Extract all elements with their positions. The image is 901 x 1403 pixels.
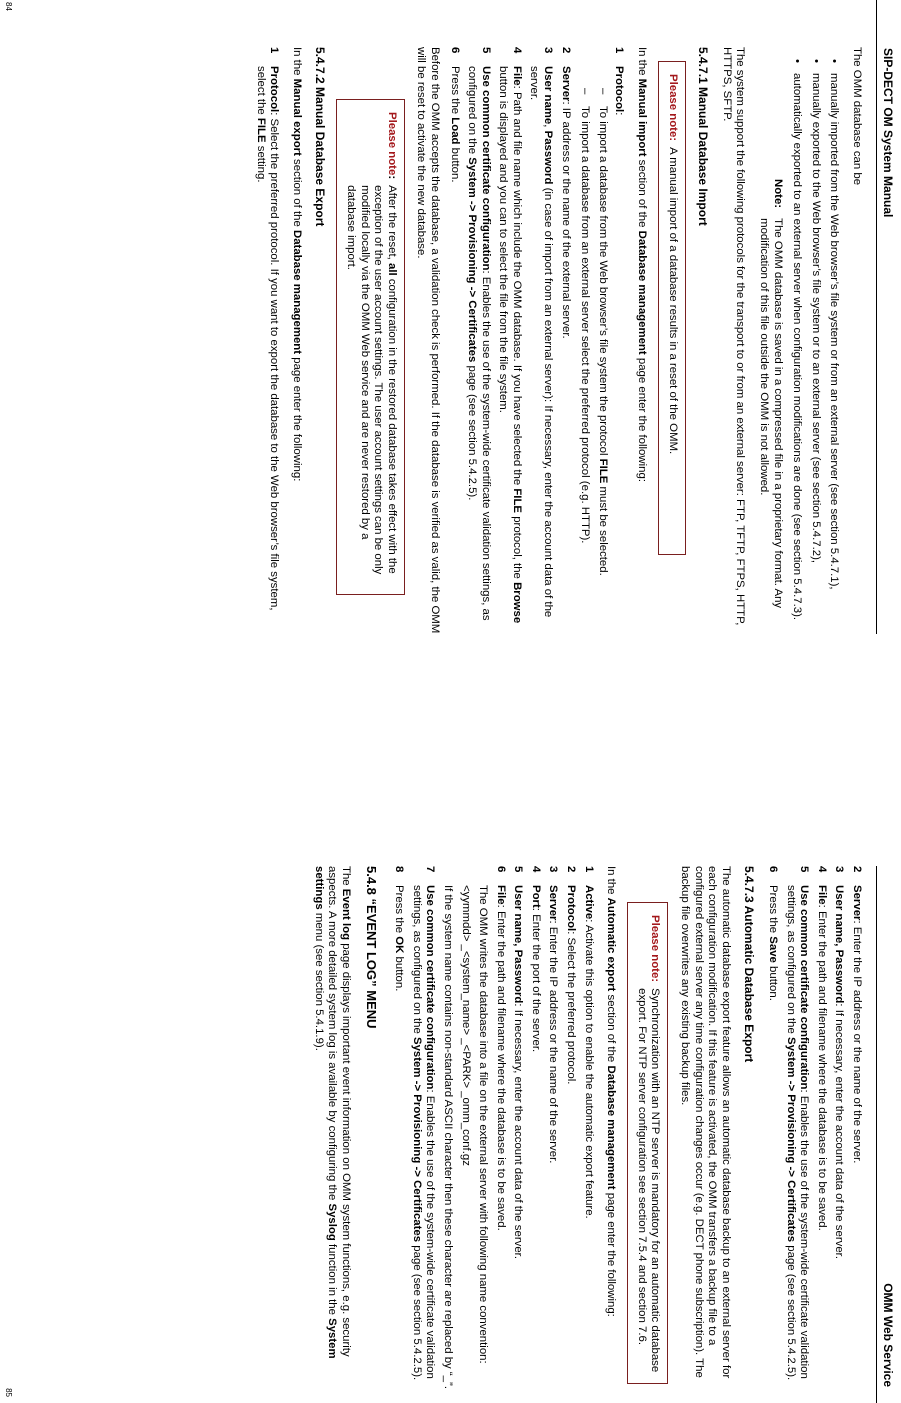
step-item: 5 Use common certificate configuration: Enables the use of the system-wide certificate validation settings, as configured on the System -> Provisioning -> Certificates page (see section 5.4.2.5).: [466, 47, 492, 621]
export-intro: In the Manual export section of the Database management page enter the following:: [290, 47, 303, 482]
section-heading-export: 5.4.7.2 Manual Database Export: [313, 47, 328, 227]
note-label: Note:: [771, 179, 784, 209]
import-intro: In the Manual import section of the Database management page enter the following:: [636, 47, 649, 482]
naming-convention-intro: The OMM writes the database into a file on the external server with following name convention:: [477, 885, 490, 1364]
step-item: 1 Protocol: Select the preferred protocol. If you want to export the database to the Web browser’s file system, select the FILE setting.: [254, 47, 281, 611]
step-item: 1 Active: Activate this option to enable the automatic export feature.: [582, 866, 595, 1219]
please-note-text: Synchronization with an NTP server is mandatory for an automatic database export. For NTP server configuration see section 7.5.4 and section 7.6.: [635, 988, 662, 1373]
step-item: 2 Protocol: Select the preferred protocol.: [565, 866, 578, 1085]
note-block: [756, 47, 783, 635]
section-heading-import: 5.4.7.1 Manual Database Import: [696, 47, 711, 226]
please-note-box: [336, 99, 404, 595]
step-item: 5 User name, Password: If necessary, enter the account data of the server.: [512, 866, 525, 1259]
step-item: 4 File: Path and file name which include the OMM database. If you have selected the FILE protocol, the Browse button is displayed and you can to select the file from the file system.: [497, 47, 523, 624]
header-rule: [876, 866, 877, 1403]
please-note-label: Please note:: [385, 112, 398, 180]
step-item: 6 Press the Save button.: [767, 866, 780, 1001]
left-column: [247, 47, 863, 635]
please-note-box: [627, 902, 668, 1384]
step-item: 6 File: Enter the path and filename where the database is to be saved. The OMM writes the database into a file on the external server with following name convention: <yymmdd> _<system_name> _<PARK> _omm_conf.gz If the system name contains non-standard ASCII character then these character are replaced by “_”.: [440, 866, 506, 1396]
page-header: OMM Web Service: [881, 1283, 895, 1387]
protocols-text: The system support the following protocols for the transport to or from an external server: FTP, TFTP, FTPS, HTTP, HTTPS, SFTP.: [720, 47, 747, 626]
step-item: 3 User name, Password: If necessary, enter the account data of the server.: [833, 866, 846, 1259]
note-text: The OMM database is saved in a compressed file in a proprietary format. Any modification of this file outside the OMM is not allowed.: [758, 218, 784, 609]
bullet-item: • manually imported from the Web browser’s file system or from an external server (see section 5.4.7.1),: [827, 61, 841, 635]
please-note-text: A manual import of a database results in a reset of the OMM.: [666, 147, 679, 455]
naming-convention: <yymmdd> _<system_name> _<PARK> _omm_conf.gz: [459, 885, 472, 1166]
step-item: 7 Use common certificate configuration: Enables the use of the system-wide certificate validation settings, as configured on the System -> Provisioning -> Certificates page (see section 5.4.2.5).: [410, 866, 437, 1381]
validation-text: Before the OMM accepts the database, a validation check is performed. If the database is verified as valid, the OMM will be reset to activate the new database.: [415, 47, 441, 634]
event-log-text: The Event log page displays important event information on OMM system functions, e.g. security aspects. A more detailed system log is available by configuring the Syslog function in the System settings menu (see section 5.4.1.9).: [312, 866, 352, 1359]
right-column: [302, 866, 863, 1396]
please-note-text: After the reset, all configuration in the restored database takes effect with the exception of the user account settings. The user account settings can be only modified locally via the OMM Web service and are never restored by a database import.: [344, 185, 398, 575]
auto-export-intro: In the Automatic export section of the Database management page enter the following:: [605, 866, 618, 1317]
step-item: 1 Protocol: – To import a database from the Web browser’s file system the protocol FILE must be selected. – To import a database from an external server select the preferred protocol (e.g. HTTP).: [578, 47, 626, 635]
please-note-box: [658, 61, 686, 555]
bullet-list: [790, 47, 841, 635]
step-item: 3 Server: Enter the IP address or the name of the server.: [547, 866, 560, 1164]
please-note-label: Please note:: [666, 74, 679, 142]
dash-item: – To import a database from the Web browser’s file system the protocol FILE must be selected.: [595, 88, 609, 635]
bullet-item: • automatically exported to an external server when configuration modifications are done (see section 5.4.7.3).: [790, 61, 804, 635]
bullet-item: • manually exported to the Web browser’s file system or to an external server (see section 5.4.7.2),: [808, 61, 822, 635]
import-steps: [447, 47, 626, 635]
step-item: 4 File: Enter the path and filename where the database is to be saved.: [815, 866, 828, 1231]
page-header: SIP-DECT OM System Manual: [881, 48, 895, 218]
page-number: 84: [4, 2, 13, 11]
intro-text: The OMM database can be: [851, 47, 863, 186]
step-item: 2 Server: Enter the IP address or the name of the server.: [851, 866, 863, 1164]
section-heading-auto-export: 5.4.7.3 Automatic Database Export: [742, 866, 757, 1063]
please-note-label: Please note:: [649, 915, 662, 983]
step-item: 5 Use common certificate configuration: Enables the use of the system-wide certificate validation settings, as configured on the System -> Provisioning -> Certificates page (see section 5.4.2.5).: [784, 866, 811, 1381]
export-steps-cont: [765, 866, 863, 1396]
naming-note: If the system name contains non-standard ASCII character then these character are replaced by “_”.: [441, 885, 454, 1389]
header-rule: [876, 0, 877, 634]
step-item: 8 Press the OK button.: [393, 866, 406, 992]
section-heading-event-log: 5.4.8 “EVENT LOG” MENU: [363, 866, 379, 1029]
right-page: [0, 700, 901, 1403]
auto-export-text: The automatic database export feature allows an automatic database backup to an external server for each configuration modification. If this feature is activated, the OMM transfers a backup file to a configured external server any time configuration changes occur (e.g. DECT phone subscription). The backup file overwrites any existing backup files.: [679, 866, 732, 1379]
export-steps: [253, 47, 280, 635]
step-item: 3 User name, Password (in case of import from an external server): If necessary, enter the account data of the server.: [528, 47, 555, 618]
left-page: [0, 0, 901, 640]
dash-item: – To import a database from an external server select the preferred protocol (e.g. HTTP).: [578, 88, 592, 635]
step-item: 2 Server: IP address or the name of the external server.: [559, 47, 572, 339]
step-item: 4 Port: Enter the port of the server.: [529, 866, 542, 1053]
step-item: 6 Press the Load button.: [448, 47, 461, 183]
auto-export-steps: [392, 866, 595, 1396]
page-number: 85: [4, 1388, 13, 1397]
dash-list: [578, 66, 609, 635]
